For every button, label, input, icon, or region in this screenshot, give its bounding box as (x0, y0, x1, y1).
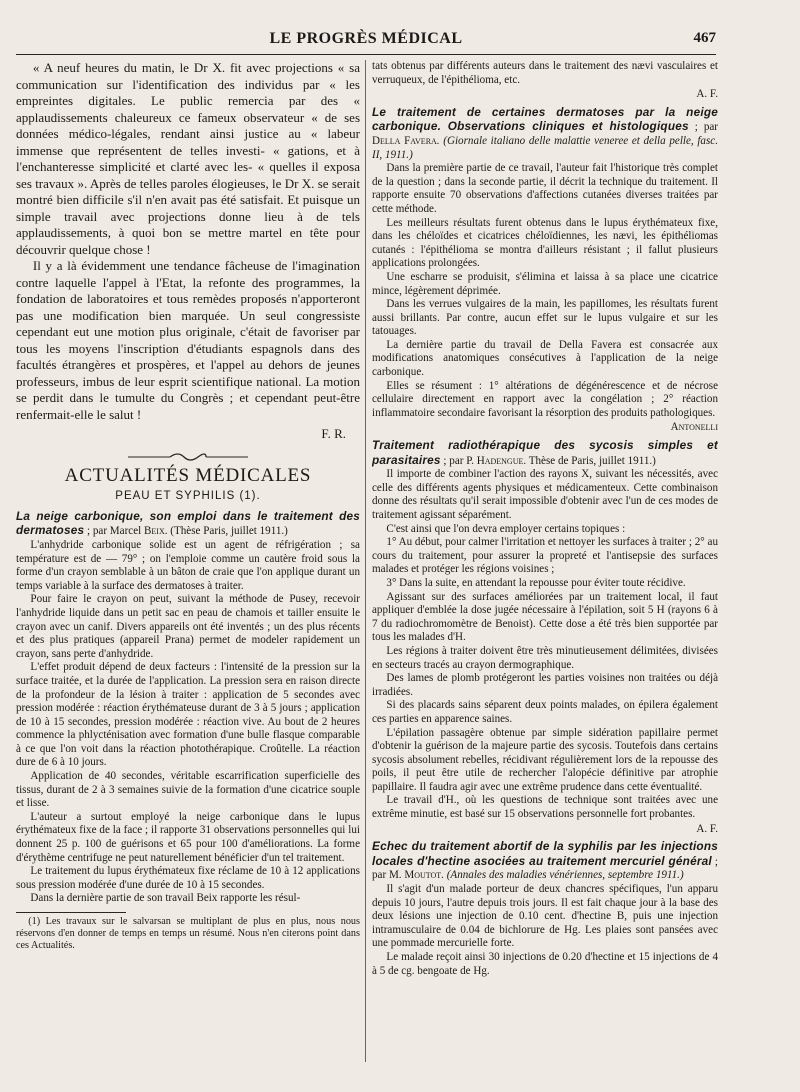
page-number: 467 (693, 30, 716, 46)
subsection-title: PEAU ET SYPHILIS (1). (115, 490, 261, 503)
paragraph: Une escharre se produisit, s'élimina et laissa à sa place une cicatrice mince, légèrement déprimée. (372, 270, 718, 297)
footnote-rule (16, 912, 126, 913)
paragraph: 1° Au début, pour calmer l'irritation et nettoyer les surfaces à traiter ; 2° au cours du traitement, pour assurer la propreté et l'antisepsie des surfaces malades et protéger les régions voisines ; (372, 536, 718, 576)
article-title: Le traitement de certaines dermatoses par la neige carbonique. Observations cliniques et histologiques (372, 104, 718, 134)
journal-title: LE PROGRÈS MÉDICAL (269, 30, 463, 47)
paragraph: Il importe de combiner l'action des rayons X, suivant les nécessités, avec celle des différents agents physiques et médicamenteux. Cette combinaison donne des résultats qu'il serait impossible d'obtenir avec l'un de ces modes de traitement agissant séparément. (372, 468, 718, 521)
article-source: . (Giornale italiano delle malattie veneree et della pelle, fasc. II, 1911.) (372, 134, 718, 161)
paragraph: 3° Dans la suite, en attendant la repousse pour éviter toute récidive. (386, 576, 686, 589)
paragraph: L'auteur a surtout employé la neige carbonique dans le lupus érythémateux fixe de la face ; il rapporte 31 observations personnelles qui lui donnent 25 p. 100 de guérisons et 65 pour 100 d'améliorations. La forme d'érythème centrifuge ne peut naturellement bénéficier d'un tel traitement. (16, 810, 360, 864)
article-byline: ; par P. (440, 454, 477, 467)
article-title: Echec du traitement abortif de la syphilis par les injections locales d'hectine asociées au traitement mercuriel général (372, 839, 718, 868)
article (372, 439, 718, 836)
header-rule (16, 54, 716, 55)
paragraph: Il s'agit d'un malade porteur de deux chancres spécifiques, l'un apparu depuis 10 jours, l'autre depuis trois jours. Il est fait chaque jour à la base des deux lésions une injection de 0.10 cent. d'hectine B, puis une injection intramusculaire de 0.04 de bichlorure de Hg. Les plaies sont pansées avec une pommade mercurielle forte. (372, 883, 718, 950)
paragraph: tats obtenus par différents auteurs dans le traitement des nævi vasculaires et verruqueux, de l'épithélioma, etc. (372, 60, 718, 86)
signature: A. F. (696, 88, 718, 101)
article-title: Traitement radiothérapique des sycosis simples et parasitaires (372, 438, 718, 467)
section-title: ACTUALITÉS MÉDICALES (64, 464, 312, 486)
paragraph: Agissant sur des surfaces améliorées par un traitement local, il faut appliquer d'emblée la dose jugée nécessaire à l'épilation, soit 5 H (rayons 6 à 7 du radiochromomètre de Benoist). Cette dose a été très bien supportée par tous les malades d'H. (372, 590, 718, 644)
page-header (16, 28, 716, 50)
signature: A. F. (696, 822, 718, 835)
article-author: Beix (144, 525, 165, 538)
continued-article (16, 60, 360, 423)
paragraph: « A neuf heures du matin, le Dr X. fit avec projections « sa communication sur l'identification des individus par « les empreintes digitales. Le public remercia par des « applaudissements chaleureux ce fameux observateur « de ses données médico-légales, rendant ainsi justice au « labeur immense que représentent de telles investi- « gations, et à l'enchanteresse simplicité et clarté avec les- « quelles il exposa ses travaux ». Après de telles paroles élogieuses, le Dr X. se serait montré bien difficile s'il n'en avait pas été satisfait. Et puisque un simple travail avec projections donne lieu à de tels applaudissements, à quoi bon se mettre martel en tête pour découvrir quelque chose ! (16, 60, 360, 257)
paragraph: Le traitement du lupus érythémateux fixe réclame de 10 à 12 applications sous pression modérée d'une durée de 10 à 15 secondes. (16, 865, 360, 891)
paragraph: Application de 40 secondes, véritable escarrification superficielle des tissus, durant de 2 à 3 semaines suivie de la formation d'une cicatrice souple et lisse. (16, 770, 360, 810)
article-source: . Thèse de Paris, juillet 1911.) (523, 454, 656, 467)
article (16, 510, 360, 906)
article-author: Moutot (404, 869, 442, 882)
paragraph: L'effet produit dépend de deux facteurs : l'intensité de la pression sur la surface traitée, et la durée de l'application. La pression sera en raison directe de la profondeur de la lésion à traiter : application de 5 secondes avec pression modérée : réaction érythémateuse durant de 3 à 5 jours ; application de 10 à 15 secondes, pression modérée : réaction vive. Au bout de 2 heures commence la phlycténisation avec formation d'une bulle flasque comparable à ce que l'on voit dans la réaction photothérapique. Croûtelle. La réaction dure de 6 à 10 jours. (16, 661, 360, 769)
ornament-divider (128, 451, 248, 463)
paragraph: L'épilation passagère obtenue par simple sidération papillaire permet d'obtenir la guérison de la majeure partie des sycosis. Toutefois dans certains sycosis absolument rebelles, récidivant régulièrement lors de la repousse des poils, il peut être utile de rechercher l'alopécie définitive par atrophie papillaire. Il faudra agir avec une extrême prudence dans cette éventualité. (372, 726, 718, 793)
article-heading (372, 106, 718, 162)
signature: F. R. (321, 426, 346, 441)
paragraph: L'anhydride carbonique solide est un agent de réfrigération ; sa température est de — 79° ; on l'emploie comme un cautère froid sous la forme d'un crayon semblable à un bâton de craie que l'on applique durant un temps variable à la surface des dermatoses à traiter. (16, 538, 360, 592)
article-byline: ; par Marcel (84, 525, 144, 538)
paragraph: Si des placards sains séparent deux points malades, on épilera également ces parties en apparence saines. (372, 699, 718, 725)
article-byline: ; par (688, 121, 718, 134)
right-column (372, 60, 718, 1078)
left-column (16, 60, 360, 1078)
paragraph: Pour faire le crayon on peut, suivant la méthode de Pusey, recevoir l'anhydride liquide dans un petit sac en peau de chamois et tailler ensuite le crayon avec un canif. Divers appareils ont été inventés ; un des plus récents et des plus pratiques (appareil Prana) permet de modeler rapidement un crayon, sans perte d'anhydride. (16, 593, 360, 660)
article-source: . (Annales des maladies vénériennes, septembre 1911.) (441, 869, 684, 882)
paragraph: C'est ainsi que l'on devra employer certains topiques : (386, 522, 626, 535)
article (372, 840, 718, 978)
column-rule (365, 60, 366, 1062)
paragraph: Dans la première partie de ce travail, l'auteur fait l'historique très complet de la question ; dans la seconde partie, il décrit la technique du traitement. Il rapporte ensuite 70 observations d'affections cutanées diverses traitées par cette méthode. (372, 162, 718, 215)
article-source: . (Thèse Paris, juillet 1911.) (164, 525, 288, 538)
paragraph: Le malade reçoit ainsi 30 injections de 0.20 d'hectine et 15 injections de 4 à 5 de cg. bengoate de Hg. (372, 951, 718, 977)
article-heading (16, 510, 360, 539)
paragraph: Elles se résument : 1° altérations de dégénérescence et de nécrose cellulaire directement en rapport avec la congélation ; 2° réaction inflammatoire secondaire favorisant la résorption des produits pathologiques. (372, 379, 718, 419)
paragraph: Le travail d'H., où les questions de technique sont traitées avec une extrême minutie, est basé sur 15 observations personnelle fort probantes. (372, 794, 718, 821)
paragraph: Dans les verrues vulgaires de la main, les papillomes, les résultats furent aussi brillants. Par contre, aucun effet sur le lupus vulgaire et sur les tatouages. (372, 298, 718, 338)
paragraph: Des lames de plomb protégeront les parties voisines non traitées ou déjà irradiées. (372, 672, 718, 698)
article-heading (372, 439, 718, 468)
article-byline: ; par M. (372, 855, 718, 882)
article-title: La neige carbonique, son emploi dans le traitement des dermatoses (16, 508, 360, 538)
article-author: Hadengue (476, 454, 524, 467)
paragraph: Dans la dernière partie de son travail Beix rapporte les résul- (30, 892, 301, 905)
paragraph: La dernière partie du travail de Della Favera est consacrée aux modifications anatomiques consécutives à l'application de la neige carbonique. (372, 338, 718, 379)
signature: Antonelli (670, 421, 718, 434)
paragraph: Il y a là évidemment une tendance fâcheuse de l'imagination contre laquelle l'appel à l'Etat, la refonte des programmes, la fondation de laboratoires et tous remèdes proposés n'apporteront pas une modification bien marquée. Un seul congressiste cependant eut une motion plus originale, c'était de favoriser par tous les moyens l'inscription d'étudiants espagnols dans des facultés étrangères et prospères, et l'appel au dehors de jeunes professeurs, imbus de leur esprit scientifique national. La motion se perdit dans le tumulte du Congrès ; et cependant peut-être renfermait-elle le salut ! (16, 258, 360, 422)
footnote: (1) Les travaux sur le salvarsan se multiplant de plus en plus, nous nous réservons d'en donner de temps en temps un résumé. Nous n'en citerons point dans ces Actualités. (16, 916, 360, 952)
article-author: Della Favera (372, 134, 437, 147)
article (372, 106, 718, 435)
paragraph: Les meilleurs résultats furent obtenus dans le lupus érythémateux fixe, dans les chéloïdes et cicatrices chéloïdiennes, les nævi, les épithéliomas cutanés : l'épithélioma se montra d'ailleurs résistant ; il fallut plusieurs applications prolongées. (372, 216, 718, 270)
paragraph: Les régions à traiter doivent être très minutieusement délimitées, divisées en secteurs tracés au crayon dermographique. (372, 644, 718, 671)
article-heading (372, 840, 718, 883)
